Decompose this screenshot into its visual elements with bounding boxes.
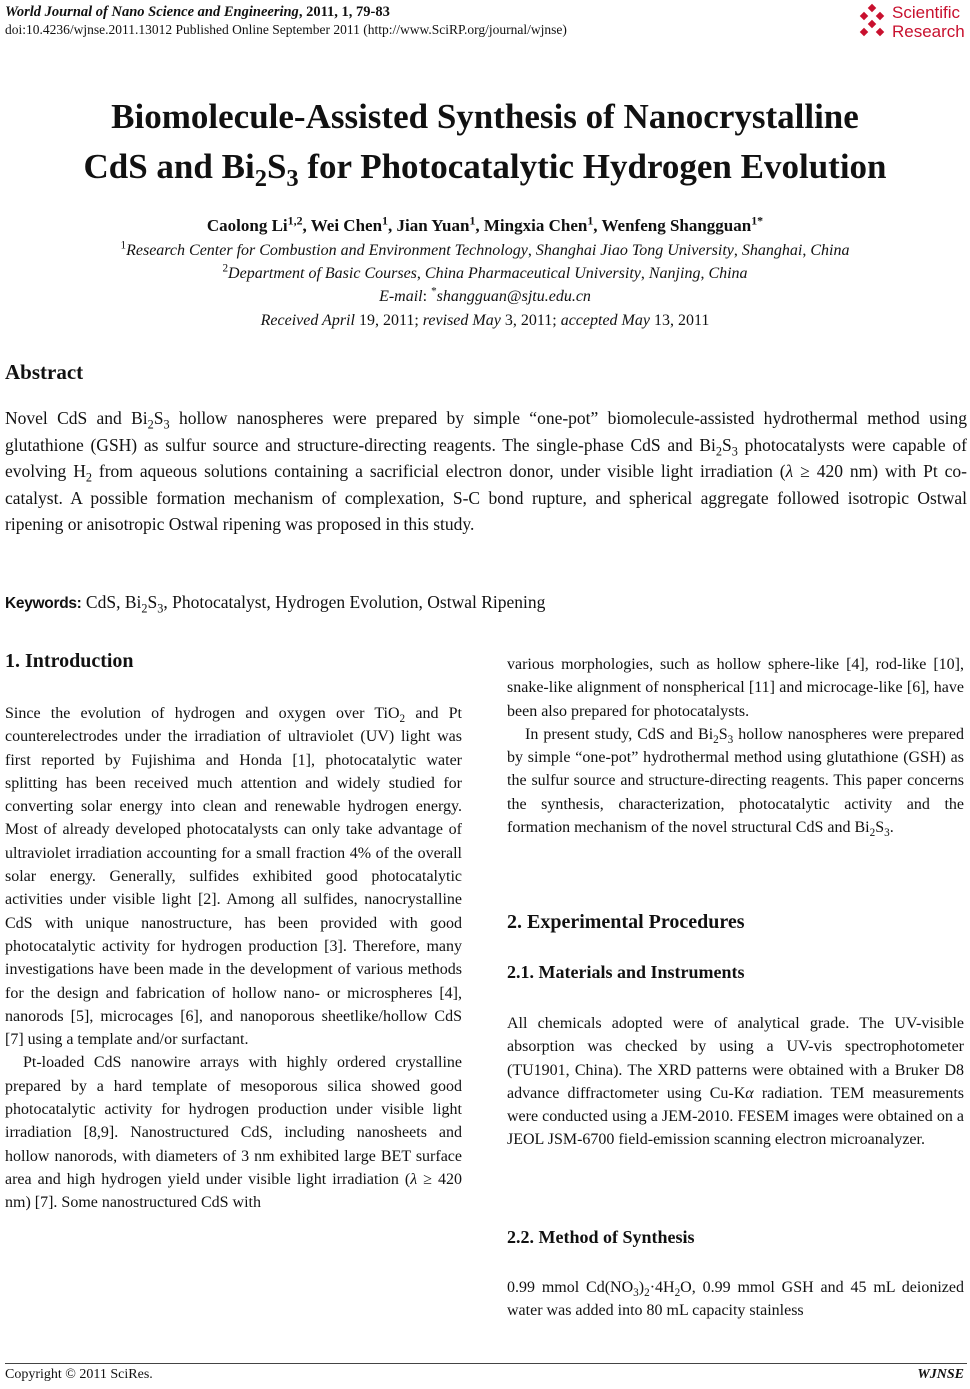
author-list: Caolong Li$^{1,2}$, Wei Chen$^1$, Jian Yuan$^1$, Mingxia Chen$^1$, Wenfeng Shangguan$^{1*}$: [206, 213, 764, 235]
materials-paragraph: All chemicals adopted were of analytical grade. The UV-visible absorption was checked by using a UV-vis spectrophotometer (TU1901, China). The XRD patterns were obtained with a Bruker D8 advance diffractometer using Cu-Kα radiation. TEM measurements were conducted using a JEM-2010. FESEM images were obtained on a JEOL JSM-6700 field-emission scanning electron microanalyzer.: [507, 1015, 965, 1149]
footer-copyright: Copyright © 2011 SciRes.: [5, 1367, 153, 1382]
journal-issue: , 2011, 1, 79-83: [298, 4, 390, 20]
publisher-logo-icon: [856, 3, 890, 41]
journal-name: World Journal of Nano Science and Engineering: [5, 4, 299, 20]
intro-paragraph-4: In present study, CdS and $Bi_2S_3$ hollow nanospheres were prepared by simple “one-pot” hydrothermal method using glutathione (GSH) as the sulfur source and structure-directing reagents. This paper concerns the synthesis, characterization, photocatalytic activity and the formation mechanism of the novel structural CdS and $Bi_2S_3$.: [507, 725, 965, 840]
publisher-logo: [856, 3, 968, 43]
footer-journal-abbr: WJNSE: [917, 1367, 964, 1382]
title-line-2: CdS and $Bi_2S_3$ for Photocatalytic Hydrogen Evolution: [83, 147, 887, 192]
email-address: shangguan@sjtu.edu.cn: [436, 288, 591, 305]
affiliation-2: $^2$Department of Basic Courses, China Pharmaceutical University, Nanjing, China: [222, 262, 748, 282]
keywords-label: Keywords:: [5, 595, 82, 612]
footer-rule: [5, 1363, 967, 1364]
paper-title: [0, 92, 970, 192]
doi-line: doi:10.4236/wjnse.2011.13012 Published Online September 2011 (http://www.SciRP.org/journal/wjnse): [5, 22, 567, 37]
logo-text-line2: Research: [892, 22, 965, 41]
received-dates: Received April 19, 2011; revised May 3, 2011; accepted May 13, 2011: [260, 312, 710, 329]
intro-paragraph-2: Pt-loaded CdS nanowire arrays with highly ordered crystalline prepared by a hard template of mesoporous silica showed good photocatalytic activity for hydrogen production under visible light irradiation [8,9]. Nanostructured CdS, including nanosheets and hollow nanorods, with diameters of 3 nm exhibited large BET surface area and high hydrogen yield under visible light irradiation (λ ≥ 420 nm) [7]. Some nanostructured CdS with: [5, 1054, 463, 1212]
email-line: E-mail: *shangguan@sjtu.edu.cn: [379, 285, 591, 305]
section-2-heading: 2. Experimental Procedures: [507, 911, 745, 933]
title-line-1: Biomolecule-Assisted Synthesis of Nanocrystalline: [111, 97, 859, 136]
section-2-2-heading: 2.2. Method of Synthesis: [507, 1227, 695, 1247]
abstract-body: Novel CdS and $Bi_2S_3$ hollow nanospheres were prepared by simple “one-pot” biomolecule-assisted hydrothermal method using glutathione (GSH) as sulfur source and structure-directing reagents. The single-phase CdS and $Bi_2S_3$ photocatalysts were capable of evolving $H_2$ from aqueous solutions containing a sacrificial electron donor, under visible light irradiation (λ ≥ 420 nm) with Pt co-catalyst. A possible formation mechanism of complexation, S-C bond rupture, and spherical aggregate followed isotropic Ostwal ripening or anisotropic Ostwal ripening was proposed in this study.: [5, 408, 967, 535]
right-column-body-top: [507, 653, 964, 839]
journal-citation: [5, 4, 390, 21]
keywords-line: Keywords: CdS, $Bi_2S_3$, Photocatalyst, Hydrogen Evolution, Ostwal Ripening: [5, 592, 546, 616]
section-2-1-heading: 2.1. Materials and Instruments: [507, 962, 745, 982]
logo-text-line1: Scientific: [892, 3, 961, 22]
section-1-heading: 1. Introduction: [5, 650, 134, 672]
abstract-heading: Abstract: [5, 360, 84, 384]
left-column-body: [5, 702, 462, 1215]
affiliation-1: $^1$Research Center for Combustion and Environment Technology, Shanghai Jiao Tong University, Shanghai, China: [120, 239, 850, 259]
intro-paragraph-1: Since the evolution of hydrogen and oxygen over TiO$_2$ and Pt counterelectrodes under the irradiation of ultraviolet (UV) light was first reported by Fujishima and Honda [1], photocatalytic water splitting has been received much attention and widely studied for converting solar energy into clean and renewable hydrogen energy. Most of already developed photocatalysts can only take advantage of ultraviolet irradiation accounting for a small fraction 4% of the overall solar energy. Generally, sulfides exhibited good photocatalytic activities under visible light [2]. Among all sulfides, nanocrystalline CdS with unique nanostructure, has been provided with good photocatalytic activity for hydrogen production [3]. Therefore, many investigations have been made in the development of various methods for the design and fabrication of hollow nano- or microspheres [4], nanorods [5], microcages [6], and nanoporous sheetlike/hollow CdS [7] using a template and/or surfactant.: [5, 705, 462, 1049]
synthesis-paragraph: 0.99 mmol $Cd(NO_3)_2\cdot 4H_2O$, 0.99 mmol GSH and 45 mL deionized water was added into 80 mL capacity stainless: [507, 1279, 964, 1320]
intro-paragraph-3: various morphologies, such as hollow sphere-like [4], rod-like [10], snake-like alignment of nonspherical [11] and microcage-like [6], have been also prepared for photocatalysts.: [507, 656, 964, 720]
